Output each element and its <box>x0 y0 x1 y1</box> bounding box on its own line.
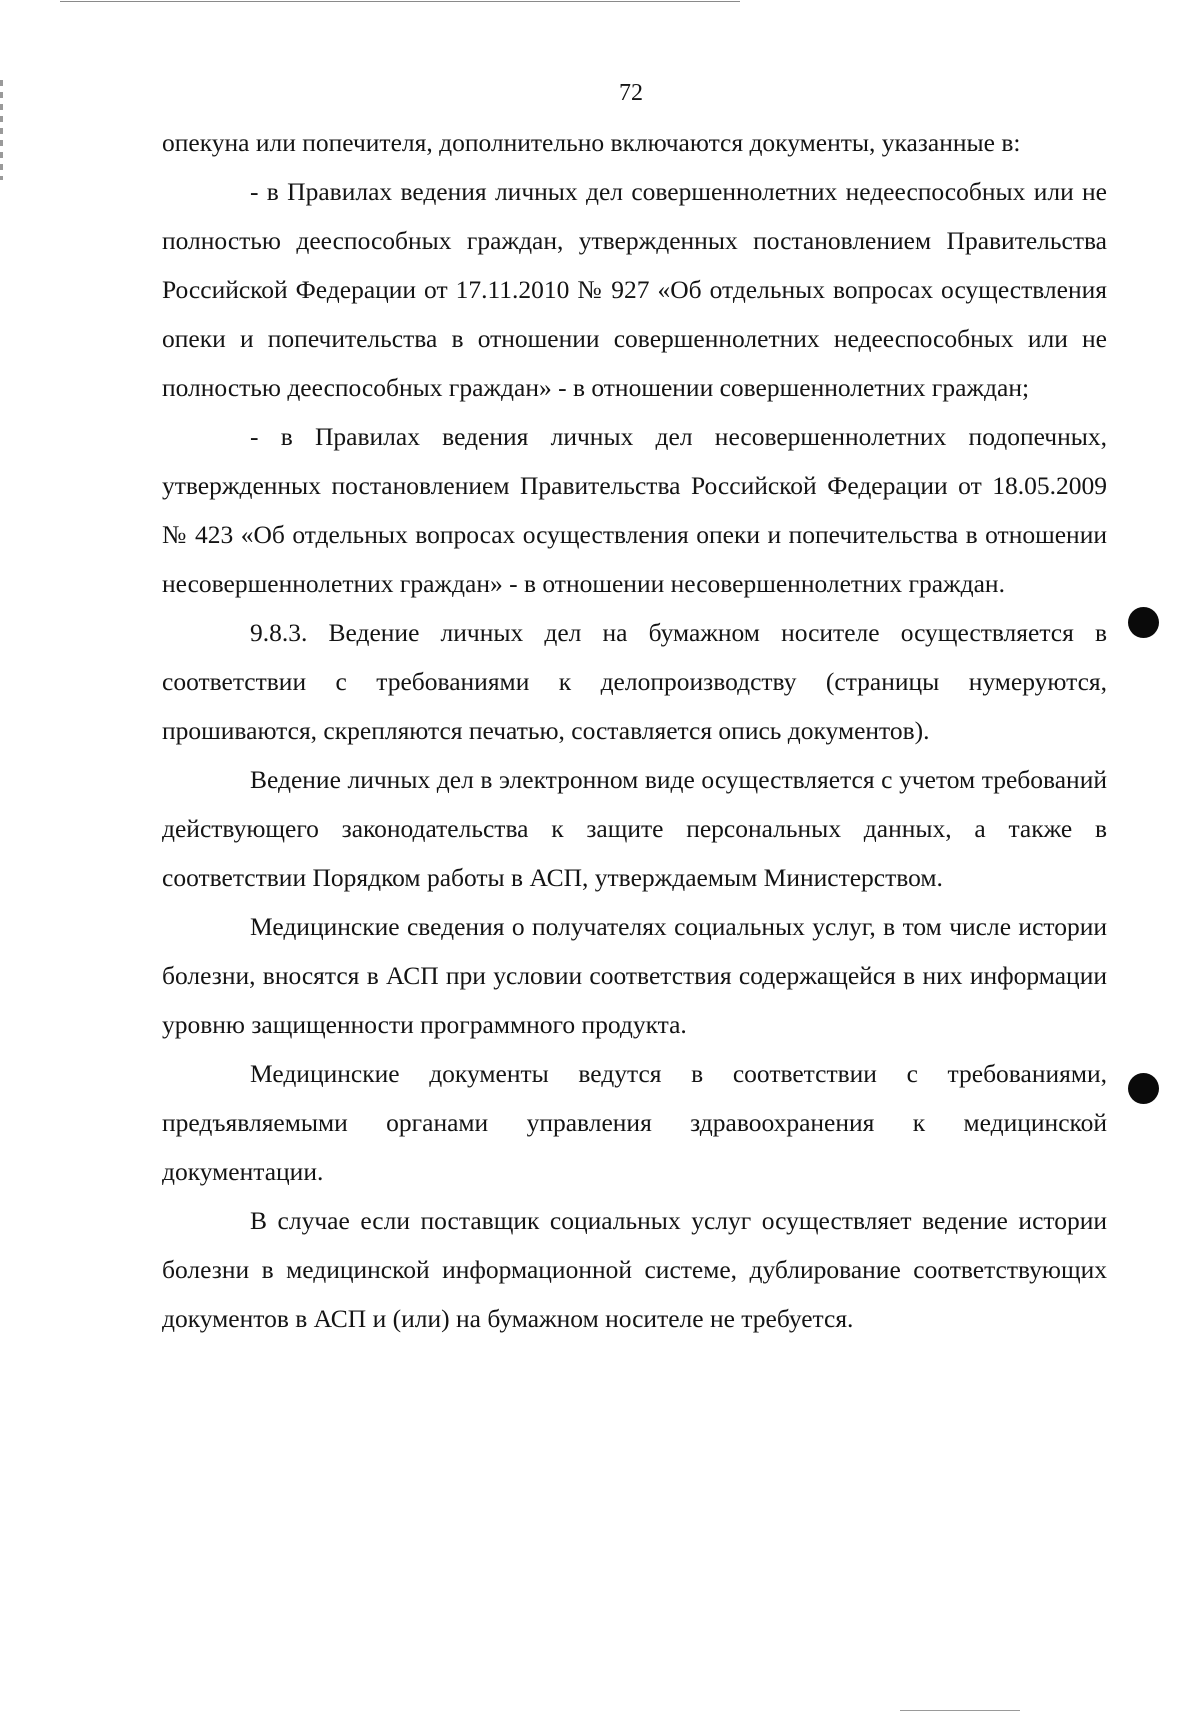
top-edge-line <box>60 1 740 2</box>
paragraph-medical-info: Медицинские сведения о получателях социальных услуг, в том числе истории болезни, вносятся в АСП при условии соответствия содержащейся в них информации уровню защищенности программного продукта. <box>162 912 1107 1039</box>
paragraph-medical-system: В случае если поставщик социальных услуг осуществляет ведение истории болезни в медицинской информационной системе, дублирование соответствующих документов в АСП и (или) на бумажном носителе не требуется. <box>162 1206 1107 1333</box>
page-number: 72 <box>619 80 643 106</box>
paragraph-medical-documents: Медицинские документы ведутся в соответствии с требованиями, предъявляемыми органами управления здравоохранения к медицинской документации. <box>162 1059 1107 1186</box>
punch-hole-mark-upper <box>1128 607 1159 638</box>
document-body <box>162 118 1107 1343</box>
paragraph-rules-adults: - в Правилах ведения личных дел совершеннолетних недееспособных или не полностью дееспособных граждан, утвержденных постановлением Правительства Российской Федерации от 17.11.2010 № 927 «Об отдельных вопросах осуществления опеки и попечительства в отношении совершеннолетних недееспособных или не полностью дееспособных граждан» - в отношении совершеннолетних граждан; <box>162 177 1107 402</box>
paragraph-9-8-3: 9.8.3. Ведение личных дел на бумажном носителе осуществляется в соответствии с требованиями к делопроизводству (страницы нумеруются, прошиваются, скрепляются печатью, составляется опись документов). <box>162 618 1107 745</box>
punch-hole-mark-lower <box>1128 1073 1159 1104</box>
paragraph-electronic-records: Ведение личных дел в электронном виде осуществляется с учетом требований действующего законодательства к защите персональных данных, а также в соответствии Порядком работы в АСП, утверждаемым Министерством. <box>162 765 1107 892</box>
paragraph-continuation: опекуна или попечителя, дополнительно включаются документы, указанные в: <box>162 128 1021 157</box>
paragraph-rules-minors: - в Правилах ведения личных дел несовершеннолетних подопечных, утвержденных постановлением Правительства Российской Федерации от 18.05.2009 № 423 «Об отдельных вопросах осуществления опеки и попечительства в отношении несовершеннолетних граждан» - в отношении несовершеннолетних граждан. <box>162 422 1107 598</box>
bottom-edge-line <box>900 1710 1020 1711</box>
